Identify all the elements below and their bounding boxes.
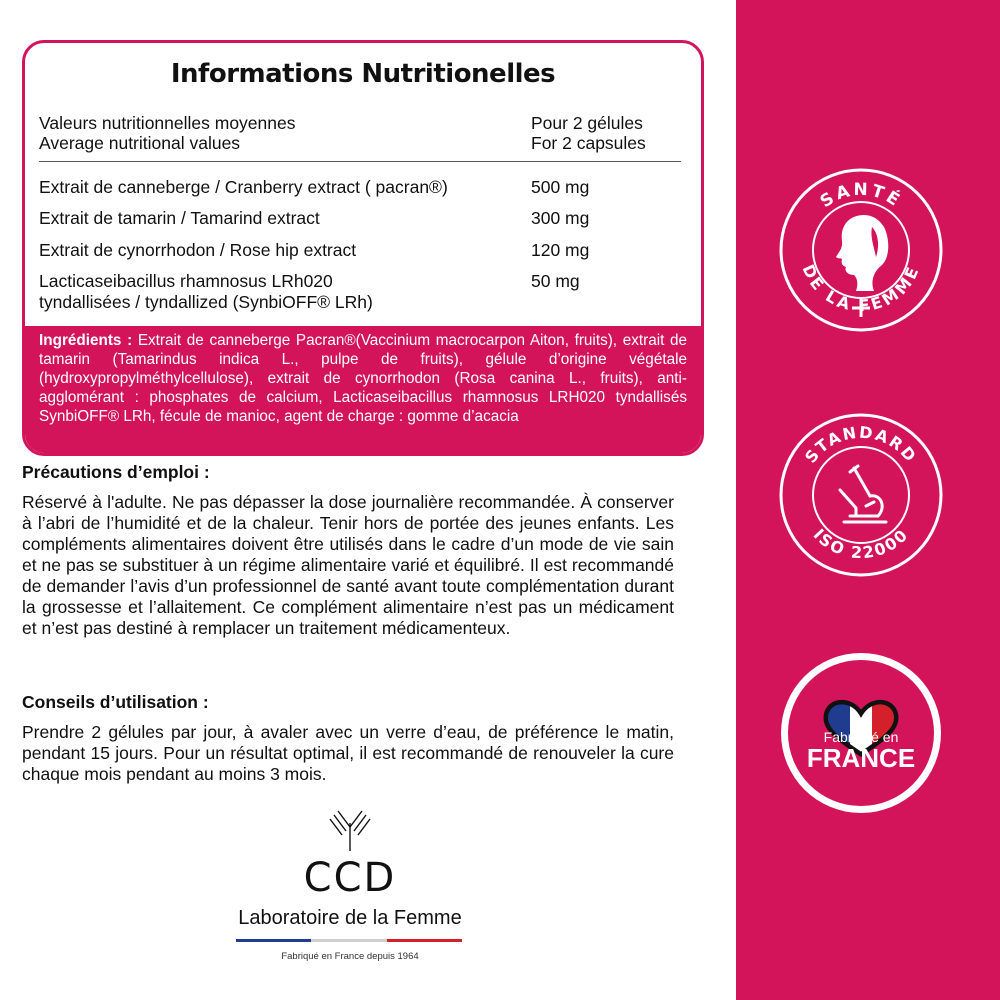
brand-since: Fabriqué en France depuis 1964 [281,951,419,962]
ingredients-text: Extrait de canneberge Pacran®(Vaccinium macrocarpon Aiton, fruits), extrait de tamarin (Tamarindus indica L., pulpe de fruits), gélule d’origine végétale (hydroxypropylméthylcellulose), extrait de cynorrhodon (Rosa canina L., fruits), anti-agglomérant : phosphates de calcium, Lacticaseibacillus rhamnosus LRH020 tyndallisés SynbiOFF® LRh, fécule de manioc, agent de charge : gomme d’acacia [39,332,687,425]
header-right-fr: Pour 2 gélules [531,113,643,133]
row-value-rosehip: 120 mg [531,240,590,260]
brand-emblem-icon [220,805,480,855]
flag-stripe [236,939,462,942]
row-name-line1: Lacticaseibacillus rhamnosus LRh020 [39,271,333,291]
ingredients-label: Ingrédients : [39,332,133,349]
row-name-cranberry: Extrait de canneberge / Cranberry extract ( pacran®) [39,177,448,197]
usage-title: Conseils d’utilisation : [22,692,209,712]
nutrition-title: Informations Nutritionelles [170,59,556,89]
nutrition-panel [22,40,704,456]
france-line1: Fabriqué en [823,729,899,745]
header-left-fr: Valeurs nutritionnelles moyennes [39,113,296,133]
row-value-lacticaseibacillus: 50 mg [531,271,580,291]
standard-top-text: STANDARD [800,422,921,467]
header-right [531,113,646,153]
svg-text:ISO 22000 [810,525,913,563]
svg-text:SANTÉ [817,180,907,212]
header-left [39,113,295,153]
brand-name: CCD [303,855,397,901]
row-name-rosehip: Extrait de cynorrhodon / Rose hip extract [39,240,357,260]
header-right-en: For 2 capsules [531,133,646,153]
svg-text:STANDARD [801,423,921,467]
standard-bottom-text: ISO 22000 [809,524,913,563]
brand-logo [220,805,480,975]
row-name-lacticaseibacillus [39,271,519,313]
header-left-en: Average nutritional values [39,133,241,153]
iso-standard-badge [778,412,944,578]
woman-profile-icon [836,215,888,291]
france-line2: FRANCE [806,743,916,773]
brand-subtitle: Laboratoire de la Femme [238,907,462,929]
ingredients-block [25,326,701,456]
row-value-cranberry: 500 mg [531,177,590,197]
sante-bottom-text: DE LA FEMME [798,261,924,316]
made-in-france-badge [778,650,944,816]
usage-text: Prendre 2 gélules par jour, à avaler avec un verre d’eau, de préférence le matin, pendant 15 jours. Pour un résultat optimal, il est recommandé de renouveler la cure chaque mois pendant au moins 3 mois. [22,722,674,784]
sante-femme-badge [778,167,944,333]
microscope-icon [840,466,886,522]
header-divider [39,161,681,162]
precautions-title: Précautions d’emploi : [22,462,210,482]
precautions-text: Réservé à l'adulte. Ne pas dépasser la dose journalière recommandée. À conserver à l’abri de l’humidité et de la chaleur. Tenir hors de portée des jeunes enfants. Les compléments alimentaires doivent être utilisés dans le cadre d’un mode de vie sain et ne pas se substituer à un régime alimentaire varié et équilibré. Il est recommandé de demander l’avis d’un professionnel de santé avant toute complémentation durant la grossesse et l’allaitement. Ce complément alimentaire n’est pas un médicament et n’est pas destiné à remplacer un traitement médicamenteux. [22,492,674,638]
row-name-tamarind: Extrait de tamarin / Tamarind extract [39,208,320,228]
sante-top-text: SANTÉ [816,179,906,213]
row-name-line2: tyndallisées / tyndallized (SynbiOFF® LRh) [39,292,373,312]
row-value-tamarind: 300 mg [531,208,590,228]
